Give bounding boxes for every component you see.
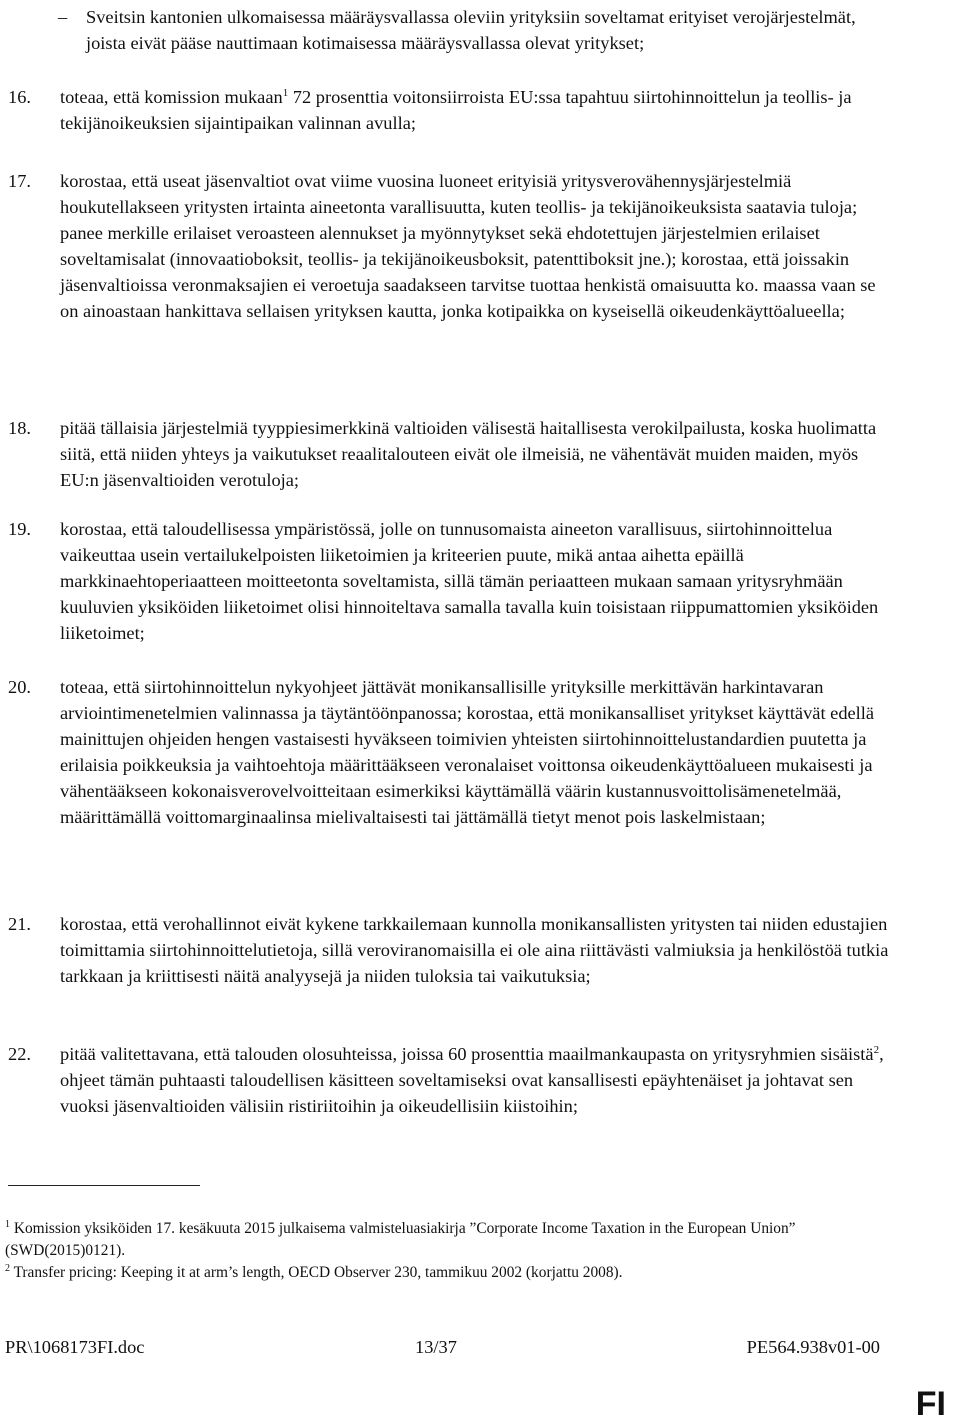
paragraph-16 xyxy=(8,84,894,136)
footnote-1: $^1$ Komission yksiköiden 17. kesäkuuta 2015 julkaisema valmisteluasiakirja ”Corporate Income Taxation in the European Union” (SWD(2015)0121). xyxy=(5,1218,796,1259)
footnote-2: $^2$ Transfer pricing: Keeping it at arm’s length, OECD Observer 230, tammikuu 2002 (korjattu 2008). xyxy=(5,1262,623,1281)
paragraph-number: 19. xyxy=(8,519,31,539)
paragraph-21 xyxy=(8,911,894,989)
paragraph-18 xyxy=(8,415,894,493)
footnote-reference: 2 xyxy=(873,1043,880,1056)
footnotes xyxy=(5,1218,885,1284)
paragraph-number: 17. xyxy=(8,171,31,191)
paragraph-19 xyxy=(8,516,894,646)
footer-document-reference: PR\1068173FI.doc xyxy=(5,1337,145,1357)
paragraph-text: pitää tällaisia järjestelmiä tyyppiesimerkkinä valtioiden välisestä haitallisesta verokilpailusta, koska huolimatta siitä, että niiden yhteys ja vaikutukset reaalitalouteen eivät ole ilmeisiä, ne vähentävät muiden maiden, myös EU:n jäsenvaltioiden verotuloja; xyxy=(60,418,877,490)
paragraph-text: Sveitsin kantonien ulkomaisessa määräysvallassa oleviin yrityksiin soveltamat erityiset verojärjestelmät, joista eivät pääse nauttimaan kotimaisessa määräysvallassa olevat yritykset; xyxy=(86,7,856,53)
footer-version: PE564.938v01-00 xyxy=(746,1337,880,1357)
paragraph-text: korostaa, että taloudellisessa ympäristössä, jolle on tunnusomaista aineeton varallisuus, siirtohinnoittelua vaikeuttaa usein vertailukelpoisten liiketoimien ja kriteerien puute, mikä antaa aihetta epäillä markkinaehtoperiaatteen moitteetonta soveltamista, sillä tämän periaatteen mukaan samaan yritysryhmään kuuluvien yksiköiden liiketoimet olisi hinnoiteltava samalla tavalla kuin toisistaan riippumattomien yksiköiden liiketoimet; xyxy=(60,519,879,643)
paragraph-number: 18. xyxy=(8,418,31,438)
paragraph-number: 20. xyxy=(8,677,31,697)
paragraph-text: korostaa, että useat jäsenvaltiot ovat viime vuosina luoneet erityisiä yritysverovähennysjärjestelmiä houkutellakseen yritysten irtainta aineetonta varallisuutta, kuten teollis- ja tekijänoikeuksista saatavia tuloja; panee merkille erilaiset veroasteen alennukset ja myönnytykset sekä ehdotettujen järjestelmien erilaiset soveltamisalat (innovaatioboksit, teollis- ja tekijänoikeusboksit, patenttiboksit jne.); korostaa, että joissakin jäsenvaltioissa veronmaksajien ei veroetuja saadakseen tarvitse tuottaa henkistä omaisuutta ko. maassa vaan se on ainoastaan hankittava sellaisen yrityksen kautta, jonka kotipaikka on kyseisellä oikeudenkäyttöalueella; xyxy=(60,171,876,321)
footnote-marker: 2 xyxy=(5,1262,10,1274)
paragraph-20 xyxy=(8,674,894,830)
dash-marker: – xyxy=(58,7,68,27)
paragraph-text: toteaa, että komission mukaan$^1$ 72 prosenttia voitonsiirroista EU:ssa tapahtuu siirtohinnoittelun ja teollis- ja tekijänoikeuksien sijaintipaikan valinnan avulla; xyxy=(60,86,852,133)
dash-list-item xyxy=(58,4,893,56)
paragraph-number: 16. xyxy=(8,87,31,107)
footnote-reference: 1 xyxy=(282,86,289,99)
paragraph-text: pitää valitettavana, että talouden olosuhteissa, joissa 60 prosenttia maailmankaupasta on yritysryhmien sisäistä$^2$, ohjeet tämän puhtaasti taloudellisen käsitteen soveltamiseksi ovat kansallisesti epäyhtenäiset ja johtavat sen vuoksi jäsenvaltioiden välisiin ristiriitoihin ja oikeudellisiin kiistoihin; xyxy=(60,1043,884,1116)
language-code: FI xyxy=(915,1385,946,1423)
footnote-marker: 1 xyxy=(5,1218,10,1230)
paragraph-text: korostaa, että verohallinnot eivät kykene tarkkailemaan kunnolla monikansallisten yritysten tai niiden edustajien toimittamia siirtohinnoittelutietoja, sillä veroviranomaisilla ei ole aina riittävästi valmiuksia ja henkilöstöä tutkia tarkkaan ja kriittisesti näitä analyysejä ja niiden tuloksia tai vaikutuksia; xyxy=(60,914,889,986)
paragraph-22 xyxy=(8,1041,894,1119)
footnote-separator xyxy=(8,1185,200,1186)
paragraph-text: toteaa, että siirtohinnoittelun nykyohjeet jättävät monikansallisille yrityksille merkittävän harkintavaran arviointimenetelmien valinnassa ja täytäntöönpanossa; korostaa, että monikansalliset yritykset käyttävät edellä mainittujen ohjeiden hengen vastaisesti hyväkseen toimivien yhteisten siirtohinnoittelustandardien puutetta ja erilaisia poikkeuksia ja vaihtoehtoja määrittääkseen veronalaiset voittonsa oikeudenkäyttöalueen mukaisesti ja vähentääkseen kokonaisverovelvoitteitaan esimerkiksi käyttämällä väärin kustannusvoittolisämenetelmää, määrittämällä voittomarginaalinsa mielivaltaisesti tai jättämällä tietyt menot pois laskelmistaan; xyxy=(60,677,875,827)
paragraph-17 xyxy=(8,168,894,324)
footer-page-number: 13/37 xyxy=(415,1337,457,1357)
paragraph-number: 21. xyxy=(8,914,31,934)
paragraph-number: 22. xyxy=(8,1044,31,1064)
